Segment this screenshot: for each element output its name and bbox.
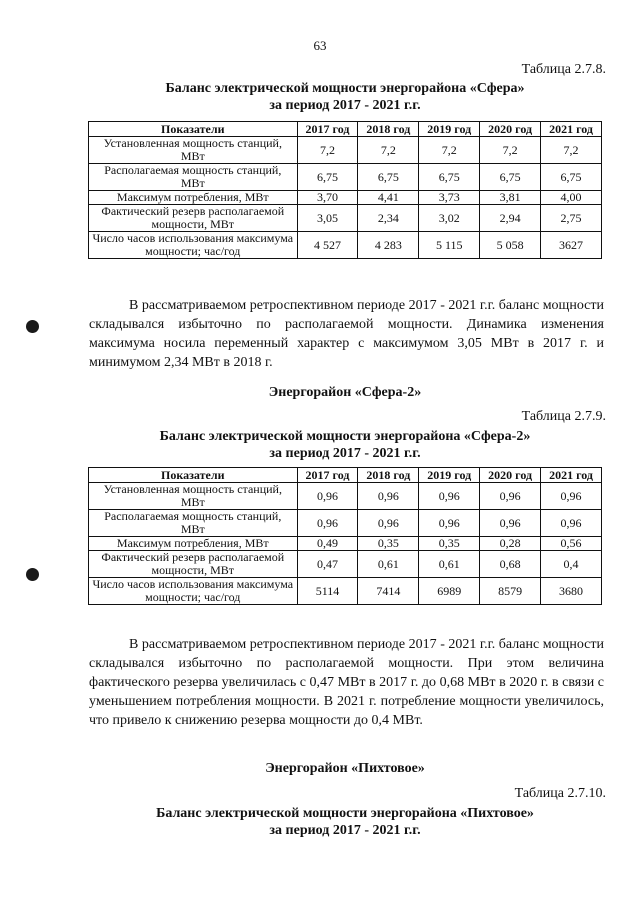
- indicator-cell: Располагаемая мощность станций, МВт: [89, 510, 298, 537]
- table-row: [89, 537, 602, 551]
- value-cell: 0,4: [541, 551, 602, 578]
- value-cell: 0,61: [419, 551, 480, 578]
- table-title-line1: Баланс электрической мощности энергорайона «Пихтовое»: [156, 806, 534, 821]
- value-cell: 6,75: [480, 164, 541, 191]
- table-row: [89, 191, 602, 205]
- value-cell: 0,96: [358, 510, 419, 537]
- value-cell: 3,02: [419, 205, 480, 232]
- value-cell: 6,75: [297, 164, 358, 191]
- table-title-line2: за период 2017 - 2021 г.г.: [269, 446, 421, 461]
- value-cell: 3627: [541, 232, 602, 259]
- value-cell: 6,75: [358, 164, 419, 191]
- table-label-2-7-9: Таблица 2.7.9.: [521, 409, 606, 424]
- value-cell: 6989: [419, 578, 480, 605]
- paragraph-text: В рассматриваемом ретроспективном периоде 2017 - 2021 г.г. баланс мощности складывался избыточно по располагаемой мощности. Динамика изменения максимума носила переменный характер с максимумом 3,05 МВт в 2017 г. и минимумом 2,34 МВт в 2018 г.: [89, 298, 604, 370]
- table-header-row: [89, 468, 602, 483]
- value-cell: 7,2: [541, 137, 602, 164]
- indicator-cell: Число часов использования максимума мощности; час/год: [89, 578, 298, 605]
- value-cell: 0,96: [541, 510, 602, 537]
- value-cell: 0,47: [297, 551, 358, 578]
- value-cell: 0,56: [541, 537, 602, 551]
- value-cell: 0,96: [480, 510, 541, 537]
- value-cell: 5 115: [419, 232, 480, 259]
- punch-hole-marker: [26, 320, 39, 333]
- value-cell: 7,2: [297, 137, 358, 164]
- value-cell: 0,68: [480, 551, 541, 578]
- column-header-year: 2020 год: [480, 468, 541, 483]
- paragraph-text: В рассматриваемом ретроспективном периоде 2017 - 2021 г.г. баланс мощности складывался избыточно по располагаемой мощности. При этом величина фактического резерва увеличилась с 0,47 МВт в 2017 г. до 0,68 МВт в 2020 г. в связи с уменьшением потребления мощности. В 2021 г. потребление мощности увеличилось, что привело к снижению резерва мощности до 0,4 МВт.: [89, 637, 604, 728]
- value-cell: 0,96: [480, 483, 541, 510]
- table-row: [89, 205, 602, 232]
- column-header-year: 2021 год: [541, 468, 602, 483]
- table-title-line2: за период 2017 - 2021 г.г.: [269, 98, 421, 113]
- table-row: [89, 232, 602, 259]
- value-cell: 6,75: [541, 164, 602, 191]
- value-cell: 0,96: [297, 510, 358, 537]
- table-row: [89, 164, 602, 191]
- value-cell: 4,41: [358, 191, 419, 205]
- column-header-indicators: Показатели: [89, 122, 298, 137]
- value-cell: 2,94: [480, 205, 541, 232]
- value-cell: 2,34: [358, 205, 419, 232]
- table-title-2-7-9: [60, 428, 630, 462]
- indicator-cell: Число часов использования максимума мощности; час/год: [89, 232, 298, 259]
- column-header-year: 2021 год: [541, 122, 602, 137]
- table-title-line1: Баланс электрической мощности энергорайона «Сфера-2»: [159, 429, 531, 444]
- paragraph-sfera-2: [89, 635, 604, 730]
- value-cell: 7,2: [358, 137, 419, 164]
- value-cell: 3680: [541, 578, 602, 605]
- value-cell: 3,81: [480, 191, 541, 205]
- page-number: 63: [313, 38, 327, 53]
- value-cell: 7,2: [480, 137, 541, 164]
- power-balance-table-sfera: [88, 121, 602, 259]
- value-cell: 3,73: [419, 191, 480, 205]
- table-row: [89, 551, 602, 578]
- indicator-cell: Установленная мощность станций, МВт: [89, 137, 298, 164]
- table-row: [89, 483, 602, 510]
- table-title-line1: Баланс электрической мощности энергорайона «Сфера»: [165, 81, 525, 96]
- table-header-row: [89, 122, 602, 137]
- indicator-cell: Максимум потребления, МВт: [89, 537, 298, 551]
- power-balance-table-sfera-2: [88, 467, 602, 605]
- indicator-cell: Фактический резерв располагаемой мощности, МВт: [89, 205, 298, 232]
- value-cell: 4,00: [541, 191, 602, 205]
- value-cell: 0,96: [297, 483, 358, 510]
- column-header-year: 2020 год: [480, 122, 541, 137]
- indicator-cell: Максимум потребления, МВт: [89, 191, 298, 205]
- value-cell: 0,61: [358, 551, 419, 578]
- paragraph-sfera: [89, 296, 604, 372]
- column-header-indicators: Показатели: [89, 468, 298, 483]
- section-heading-sfera-2: Энергорайон «Сфера-2»: [268, 385, 422, 400]
- value-cell: 0,35: [358, 537, 419, 551]
- value-cell: 0,96: [358, 483, 419, 510]
- value-cell: 7,2: [419, 137, 480, 164]
- value-cell: 3,70: [297, 191, 358, 205]
- value-cell: 0,96: [419, 483, 480, 510]
- column-header-year: 2019 год: [419, 122, 480, 137]
- value-cell: 4 283: [358, 232, 419, 259]
- value-cell: 0,96: [419, 510, 480, 537]
- indicator-cell: Установленная мощность станций, МВт: [89, 483, 298, 510]
- indicator-cell: Располагаемая мощность станций, МВт: [89, 164, 298, 191]
- table-row: [89, 578, 602, 605]
- column-header-year: 2018 год: [358, 122, 419, 137]
- value-cell: 8579: [480, 578, 541, 605]
- value-cell: 2,75: [541, 205, 602, 232]
- table-label-2-7-10: Таблица 2.7.10.: [514, 786, 606, 801]
- value-cell: 3,05: [297, 205, 358, 232]
- section-heading-pikhtovoe: Энергорайон «Пихтовое»: [265, 761, 425, 776]
- column-header-year: 2017 год: [297, 122, 358, 137]
- column-header-year: 2018 год: [358, 468, 419, 483]
- table-label-2-7-8: Таблица 2.7.8.: [521, 62, 606, 77]
- column-header-year: 2019 год: [419, 468, 480, 483]
- value-cell: 0,28: [480, 537, 541, 551]
- punch-hole-marker: [26, 568, 39, 581]
- value-cell: 0,96: [541, 483, 602, 510]
- value-cell: 5 058: [480, 232, 541, 259]
- table-title-line2: за период 2017 - 2021 г.г.: [269, 823, 421, 838]
- value-cell: 4 527: [297, 232, 358, 259]
- value-cell: 6,75: [419, 164, 480, 191]
- indicator-cell: Фактический резерв располагаемой мощности, МВт: [89, 551, 298, 578]
- value-cell: 7414: [358, 578, 419, 605]
- table-title-2-7-10: [60, 805, 630, 839]
- value-cell: 5114: [297, 578, 358, 605]
- column-header-year: 2017 год: [297, 468, 358, 483]
- table-row: [89, 510, 602, 537]
- table-title-2-7-8: [60, 80, 630, 114]
- value-cell: 0,35: [419, 537, 480, 551]
- table-row: [89, 137, 602, 164]
- value-cell: 0,49: [297, 537, 358, 551]
